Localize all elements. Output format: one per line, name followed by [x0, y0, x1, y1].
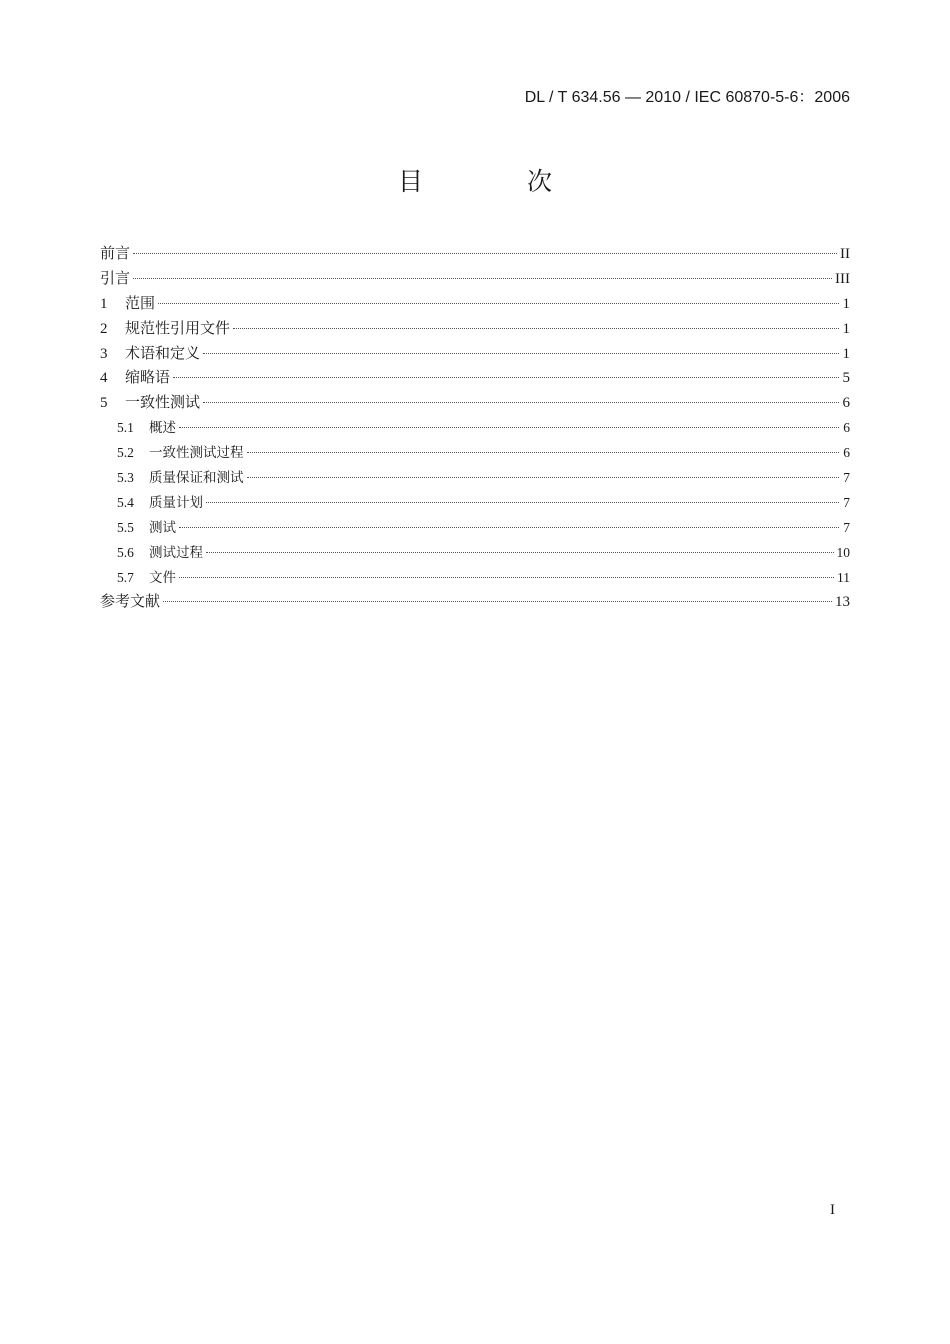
toc-entry-label: 质量保证和测试 [149, 470, 244, 487]
toc-dot-leader [179, 527, 839, 528]
toc-entry-number: 5.3 [117, 470, 134, 486]
toc-dot-leader [179, 577, 834, 578]
toc-entry-page: 1 [842, 320, 850, 337]
toc-entry-label: 引言 [100, 268, 131, 287]
toc-dot-leader [133, 278, 832, 279]
toc-entry[interactable] [100, 590, 850, 615]
toc-entry-label: 一致性测试 [125, 393, 201, 412]
toc-entry[interactable] [100, 541, 850, 566]
toc-dot-leader [203, 402, 839, 403]
toc-entry-label: 范围 [125, 293, 156, 312]
toc-entry[interactable] [100, 391, 850, 416]
toc-entry-page: 10 [836, 544, 850, 560]
toc-entry-number: 5.7 [117, 569, 134, 585]
toc-entry-page: 5 [842, 370, 850, 387]
toc-entry-label: 规范性引用文件 [125, 318, 231, 337]
toc-entry-label: 术语和定义 [125, 343, 201, 362]
toc-entry-page: 7 [843, 470, 850, 486]
toc-entry-label: 文件 [149, 569, 176, 586]
toc-entry-label: 测试过程 [149, 544, 203, 561]
toc-entry-label: 前言 [100, 244, 131, 262]
toc-entry-number: 5.2 [117, 445, 134, 461]
toc-entry-page: 6 [843, 445, 850, 461]
toc-entry[interactable] [100, 416, 850, 441]
toc-entry-number: 3 [100, 345, 108, 362]
table-of-contents [100, 242, 850, 615]
toc-entry-label: 概述 [149, 420, 176, 437]
toc-entry-page: 13 [835, 594, 850, 611]
toc-entry-page: 7 [843, 519, 850, 535]
toc-entry-number: 2 [100, 320, 108, 337]
toc-dot-leader [133, 253, 837, 254]
toc-entry-label: 一致性测试过程 [149, 445, 244, 462]
toc-dot-leader [203, 353, 839, 354]
toc-dot-leader [206, 552, 834, 553]
toc-entry[interactable] [100, 366, 850, 391]
toc-dot-leader [173, 377, 839, 378]
toc-entry[interactable] [100, 292, 850, 317]
toc-entry-number: 5.4 [117, 494, 134, 510]
page-title: 目 次 [398, 167, 600, 196]
standard-number-header: DL / T 634.56 — 2010 / IEC 60870-5-6：2006 [524, 89, 850, 106]
toc-dot-leader [163, 601, 832, 602]
toc-entry-number: 5.1 [117, 420, 134, 436]
toc-entry-number: 5.6 [117, 544, 134, 560]
toc-entry-label: 缩略语 [125, 368, 171, 387]
toc-entry-page: 6 [843, 420, 850, 436]
toc-dot-leader [247, 477, 840, 478]
page-number: I [830, 1202, 835, 1218]
toc-entry[interactable] [100, 491, 850, 516]
toc-dot-leader [247, 452, 840, 453]
toc-entry[interactable] [100, 566, 850, 591]
toc-entry-page: 1 [842, 295, 850, 312]
toc-dot-leader [233, 328, 839, 329]
toc-entry-page: III [835, 270, 850, 287]
toc-entry-label: 参考文献 [100, 592, 161, 611]
toc-entry-number: 1 [100, 295, 108, 312]
toc-entry[interactable] [100, 342, 850, 367]
toc-entry-page: 7 [843, 494, 850, 510]
toc-entry-page: 6 [842, 395, 850, 412]
toc-entry[interactable] [100, 242, 850, 267]
toc-entry-label: 质量计划 [149, 494, 203, 511]
toc-entry[interactable] [100, 466, 850, 491]
toc-dot-leader [179, 427, 839, 428]
toc-entry[interactable] [100, 267, 850, 292]
toc-entry-number: 5.5 [117, 519, 134, 535]
toc-entry[interactable] [100, 516, 850, 541]
toc-dot-leader [158, 303, 839, 304]
toc-entry-number: 5 [100, 395, 108, 412]
toc-dot-leader [206, 502, 839, 503]
toc-entry-page: II [840, 246, 850, 262]
toc-entry-page: 11 [837, 569, 850, 585]
toc-entry-label: 测试 [149, 519, 176, 536]
toc-entry-number: 4 [100, 370, 108, 387]
toc-entry[interactable] [100, 317, 850, 342]
toc-entry-page: 1 [842, 345, 850, 362]
toc-entry[interactable] [100, 441, 850, 466]
